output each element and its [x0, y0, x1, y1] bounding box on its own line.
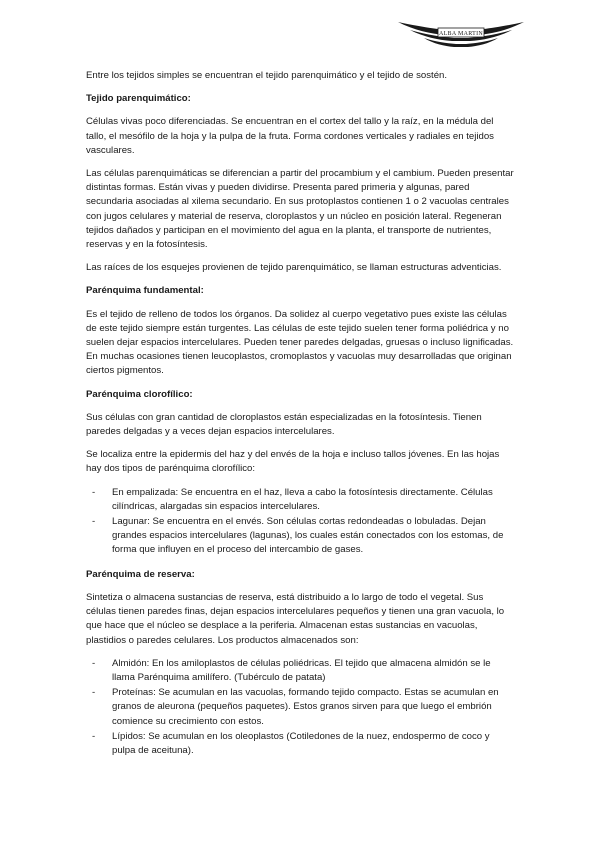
heading-parenquima-fundamental: Parénquima fundamental: — [86, 285, 204, 297]
paragraph: Sintetiza o almacena sustancias de reserva, está distribuido a lo largo de todo el vegetal. Sus células tienen paredes finas, dejan espacios intercelulares pequeños y tienen una gran vacuola, lo que hace que el núcleo se desplace a la periferia. Almacenan estas sustancias en vacuolas, plastidios o paredes celulares. Los productos almacenados son: — [86, 591, 505, 646]
heading-parenquima-clorofilico: Parénquima clorofílico: — [86, 388, 193, 400]
list-item: - Lípidos: Se acumulan en los oleoplastos (Cotiledones de la nuez, endospermo de coco y pulpa de aceituna). — [112, 730, 514, 758]
intro-paragraph: Entre los tejidos simples se encuentran el tejido parenquimático y el tejido de sostén. — [86, 70, 448, 81]
list-item: - Lagunar: Se encuentra en el envés. Son células cortas redondeadas o lobuladas. Dejan grandes espacios intercelulares (lagunas), los cuales están conectados con los estomas, de forma que influyen en el proceso del intercambio de gases. — [112, 515, 514, 558]
winged-logo-icon — [396, 18, 526, 48]
paragraph: Se localiza entre la epidermis del haz y del envés de la hoja e incluso tallos jóvenes. En las hojas hay dos tipos de parénquima clorofílico: — [86, 449, 500, 475]
heading-parenquima-reserva: Parénquima de reserva: — [86, 568, 195, 580]
list-clorofilico — [86, 486, 514, 558]
heading-tejido-parenquimatico: Tejido parenquimático: — [86, 93, 191, 105]
paragraph: Las células parenquimáticas se diferencian a partir del procambium y el cambium. Pueden presentar distintas formas. Están vivas y pueden dividirse. Presenta pared primeria y algunas, pared secundaria asociadas al xilema secundario. En sus protoplastos contienen 1 o 2 vacuolas centrales con jugos celulares y material de reserva, cloroplastos y un núcleo en posición lateral. Regeneran tejidos dañados y participan en el movimiento del agua en la planta, el transporte de nutrientes, reservas y en la fotosíntesis. — [86, 168, 514, 251]
list-reserva — [86, 657, 514, 758]
paragraph: Células vivas poco diferenciadas. Se encuentran en el cortex del tallo y la raíz, en la médula del tallo, el mesófilo de la hoja y la pulpa de la fruta. Forma cordones verticales y radiales en tejidos vasculares. — [86, 116, 494, 156]
list-item: - En empalizada: Se encuentra en el haz, lleva a cabo la fotosíntesis directamente. Células cilíndricas, alargadas sin espacios intercelulares. — [112, 486, 514, 514]
logo-text: ALBA MARTIN — [438, 31, 484, 37]
paragraph: Es el tejido de relleno de todos los órganos. Da solidez al cuerpo vegetativo pues existe las células de este tejido siempre están turgentes. Las células de este tejido suelen tener forma poliédrica y no suelen dejar espacios intercelulares. Pueden tener paredes delgadas, gruesas o incluso lignificadas. En muchas ocasiones tienen leucoplastos, cromoplastos y vacuolas muy desarrolladas que originan ciertos pigmentos. — [86, 308, 514, 377]
paragraph: Las raíces de los esquejes provienen de tejido parenquimático, se llaman estructuras adventicias. — [86, 262, 502, 274]
document-body — [86, 69, 514, 759]
paragraph: Sus células con gran cantidad de cloroplastos están especializadas en la fotosíntesis. Tienen paredes delgadas y a veces dejan espacios intercelulares. — [86, 411, 482, 438]
list-item: - Almidón: En los amiloplastos de células poliédricas. El tejido que almacena almidón se le llama Parénquima amilífero. (Tubérculo de patata) — [112, 657, 514, 685]
brand-logo — [396, 18, 526, 48]
list-item: - Proteínas: Se acumulan en las vacuolas, formando tejido compacto. Estas se acumulan en granos de aleurona (pequeños paquetes). Estos granos sirven para que luego el embrión comience su crecimiento con estos. — [112, 686, 514, 729]
